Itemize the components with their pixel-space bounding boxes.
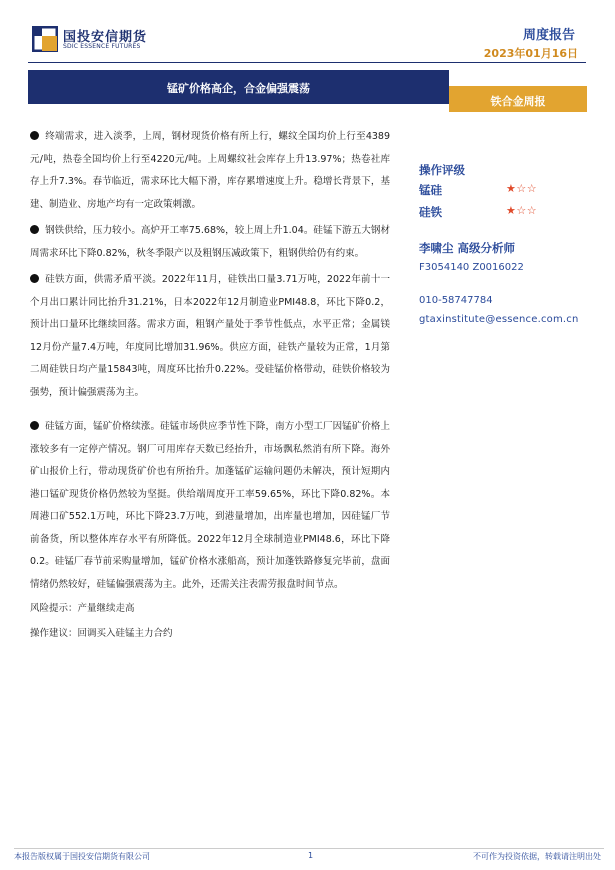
sidebar — [419, 162, 599, 325]
paragraph-text: 硅铁方面，供需矛盾平淡。2022年11月，硅铁出口量3.71万吨，2022年前十一个月出口累计同比抬升31.21%，日本2022年12月制造业PMI48.8，环比下降0.2，预计出口量环比继续回落。需求方面，粗钢产量处于季节性低点，水平正常；金属镁12月份产量7.4万吨，年度同比增加31.96%。供应方面，硅铁产量较为正常，1月第二周硅铁日均产量15843吨，周度环比抬升0.22%。受硅锰价格带动，硅铁价格较为强势，预计偏强震荡为主。 — [30, 274, 390, 398]
report-type: 周度报告 — [522, 28, 575, 43]
paragraph-text: 硅锰方面，锰矿价格续涨。硅锰市场供应季节性下降，南方小型工厂因锰矿价格上涨较多有一定停产情况。钢厂可用库存天数已经抬升，市场飘私然消有所下降。海外矿山报价上行，带动现货矿价也有所抬升。加蓬锰矿运输问题仍未解决，预计短期内港口锰矿现货价格仍然较为坚挺。供给端周度开工率59.65%，环比下降0.82%。本周港口矿552.1万吨，环比下降23.7万吨，到港量增加，出库量也增加，因硅锰厂节前备货，所以整体库存水平有所降低。2022年12月全球制造业PMI48.6，环比下降0.2。硅锰厂春节前采购量增加，锰矿价格水涨船高，预计加蓬铁路修复完毕前，盘面情绪仍然较好，硅锰偏强震荡为主。此外，还需关注表需劳报盘时间节点。 — [30, 421, 390, 590]
rating-title: 操作评级 — [419, 163, 465, 177]
footer-disclaimer: 不可作为投资依据，转载请注明出处 — [473, 852, 601, 861]
rating-stars: ★☆☆ — [506, 204, 538, 217]
page-number: 1 — [308, 851, 314, 860]
logo-chinese-name: 国投安信期货 — [63, 30, 148, 45]
analyst-name: 李啸尘 高级分析师 — [419, 241, 516, 255]
footer-divider — [14, 848, 604, 849]
contact-email[interactable]: gtaxinstitute@essence.com.cn — [419, 314, 579, 325]
bullet-icon — [30, 421, 39, 430]
contact-phone: 010-58747784 — [419, 295, 493, 306]
logo-mark-icon — [32, 26, 58, 52]
rating-row-silicomanganese — [419, 179, 599, 200]
trade-advice: 操作建议：回调买入硅锰主力合约 — [30, 627, 173, 639]
report-body — [30, 126, 390, 645]
paragraph-ferrosilicon — [30, 269, 390, 404]
report-headline: 锰矿价格高企，合金偏强震荡 — [167, 82, 310, 95]
footer-copyright: 本报告版权属于国投安信期货有限公司 — [14, 852, 150, 861]
bullet-icon — [30, 131, 39, 140]
risk-warning: 风险提示：产量继续走高 — [30, 603, 135, 614]
column-label: 铁合金周报 — [490, 95, 546, 108]
rating-stars: ★☆☆ — [506, 182, 538, 195]
paragraph-silicomanganese — [30, 416, 390, 596]
paragraph-text: 钢铁供给，压力较小。高炉开工率75.68%，较上周上升1.04。硅锰下游五大钢材周需求环比下降0.82%，秋冬季限产以及粗钢压减政策下，粗钢供给仍有约束。 — [30, 225, 390, 259]
paragraph-demand — [30, 126, 390, 216]
paragraph-steel-supply — [30, 220, 390, 265]
company-logo — [32, 24, 232, 56]
paragraph-text: 终端需求，进入淡季，上周，钢材现货价格有所上行，螺纹全国均价上行至4389元/吨，热卷全国均价上行至4220元/吨。上周螺纹社会库存上升13.97%；热卷社库存上升7.3%。春节临近，需求环比大幅下滑，库存累增速度上升。稳增长背景下，基建、制造业、房地产均有一定政策刺激。 — [30, 131, 390, 210]
bullet-icon — [30, 225, 39, 234]
rating-name: 硅铁 — [419, 205, 442, 219]
analyst-certificates: F3054140 Z0016022 — [419, 262, 524, 273]
logo-english-name: SDIC ESSENCE FUTURES — [63, 43, 141, 50]
report-date: 2023年01月16日 — [483, 47, 578, 60]
column-bar — [449, 86, 587, 112]
rating-row-ferrosilicon — [419, 201, 599, 222]
header-divider — [28, 62, 586, 63]
rating-name: 锰硅 — [419, 183, 442, 197]
headline-bar — [28, 70, 449, 104]
bullet-icon — [30, 274, 39, 283]
